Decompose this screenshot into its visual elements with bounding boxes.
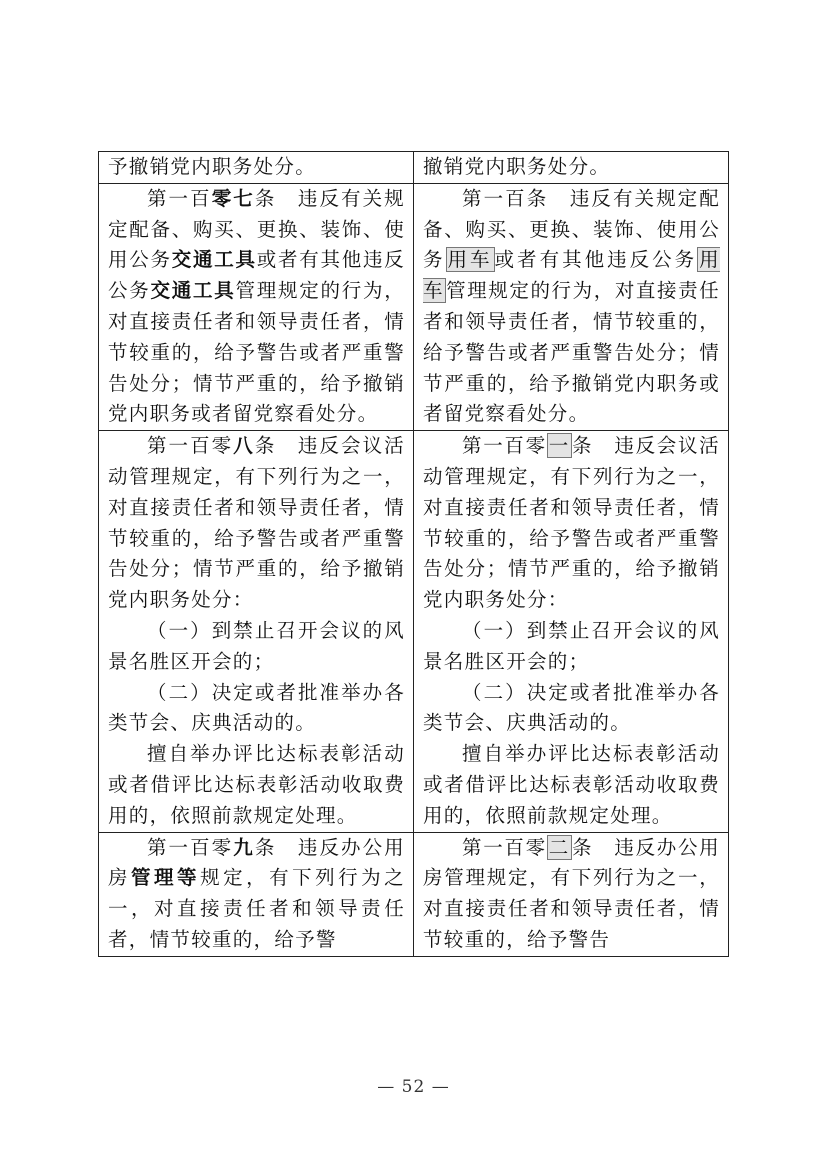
text-run: （二）决定或者批准举办各类节会、庆典活动的。 <box>108 680 405 735</box>
cell-revised-text <box>99 431 414 832</box>
text-run: 予撤销党内职务处分。 <box>108 155 317 178</box>
text-run: 第一百零 <box>147 434 234 458</box>
paragraph <box>108 616 405 678</box>
paragraph <box>423 833 720 956</box>
cell-revised-text <box>99 832 414 956</box>
paragraph <box>108 678 405 740</box>
text-run: 条 违反会议活动管理规定，有下列行为之一，对直接责任者和领导责任者，情节较重的，给予警告或者严重警告处分；情节严重的，给予撤销党内职务处分： <box>108 434 405 612</box>
bold-text: 管理等 <box>131 866 201 890</box>
table-row <box>99 431 729 832</box>
cell-original-text <box>414 152 729 184</box>
bold-text: 八 <box>233 434 255 458</box>
text-run: 管理规定的行为，对直接责任者和领导责任者，情节较重的，给予警告或者严重警告处分；情节严重的，给予撤销党内职务或者留党察看处分。 <box>108 279 405 426</box>
page-number: — 52 — <box>377 1077 450 1097</box>
cell-original-text <box>414 183 729 430</box>
text-run: （一）到禁止召开会议的风景名胜区开会的； <box>108 618 405 673</box>
text-run: 第一百零 <box>147 835 234 859</box>
table-row <box>99 183 729 430</box>
cell-original-text <box>414 832 729 956</box>
text-run: 条 违反有关规定配备、购买、更换、装饰、使用公务 <box>108 186 405 272</box>
table-row <box>99 152 729 184</box>
highlighted-text: 用车 <box>423 248 720 303</box>
text-run: 第一百零 <box>462 434 547 458</box>
paragraph <box>108 152 405 183</box>
text-run: （一）到禁止召开会议的风景名胜区开会的； <box>423 618 720 673</box>
paragraph <box>108 739 405 831</box>
text-run: 条 违反办公用房管理规定，有下列行为之一，对直接责任者和领导责任者，情节较重的，给予警告 <box>423 835 720 951</box>
paragraph <box>423 678 720 740</box>
table-body <box>99 152 729 957</box>
cell-original-text <box>414 431 729 832</box>
text-run: 条 违反办公用房 <box>108 835 405 890</box>
text-run: 或者有其他违反公务 <box>108 248 405 303</box>
text-run: 条 违反会议活动管理规定，有下列行为之一，对直接责任者和领导责任者，情节较重的，给予警告或者严重警告处分；情节严重的，给予撤销党内职务处分： <box>423 434 720 612</box>
bold-text: 交通工具 <box>171 248 257 272</box>
table-row <box>99 832 729 956</box>
paragraph <box>423 739 720 831</box>
paragraph <box>108 184 405 430</box>
text-run: 或者有其他违反公务 <box>494 248 698 272</box>
highlighted-text: 一 <box>548 434 570 458</box>
text-run: 第一百条 违反有关规定配备、购买、更换、装饰、使用公务 <box>423 186 720 272</box>
text-run: 第一百 <box>147 186 212 210</box>
bold-text: 九 <box>233 835 255 859</box>
text-run: 第一百零 <box>462 835 547 859</box>
paragraph <box>423 431 720 616</box>
paragraph <box>423 616 720 678</box>
cell-revised-text <box>99 183 414 430</box>
text-run: 管理规定的行为，对直接责任者和领导责任者，情节较重的，给予警告或者严重警告处分；情节严重的，给予撤销党内职务或者留党察看处分。 <box>423 279 720 426</box>
text-run: （二）决定或者批准举办各类节会、庆典活动的。 <box>423 680 720 735</box>
text-run: 擅自举办评比达标表彰活动或者借评比达标表彰活动收取费用的，依照前款规定处理。 <box>423 742 720 827</box>
text-run: 撤销党内职务处分。 <box>423 155 611 178</box>
paragraph <box>423 152 720 183</box>
text-run: 规定，有下列行为之一，对直接责任者和领导责任者，情节较重的，给予警 <box>108 866 405 951</box>
cell-revised-text <box>99 152 414 184</box>
bold-text: 交通工具 <box>150 279 236 303</box>
bold-text: 零七 <box>211 186 255 210</box>
paragraph <box>423 184 720 430</box>
paragraph <box>108 431 405 616</box>
highlighted-text: 二 <box>548 835 570 859</box>
highlighted-text: 用车 <box>447 248 493 272</box>
text-run: 擅自举办评比达标表彰活动或者借评比达标表彰活动收取费用的，依照前款规定处理。 <box>108 742 405 827</box>
comparison-table <box>98 151 729 957</box>
paragraph <box>108 833 405 956</box>
